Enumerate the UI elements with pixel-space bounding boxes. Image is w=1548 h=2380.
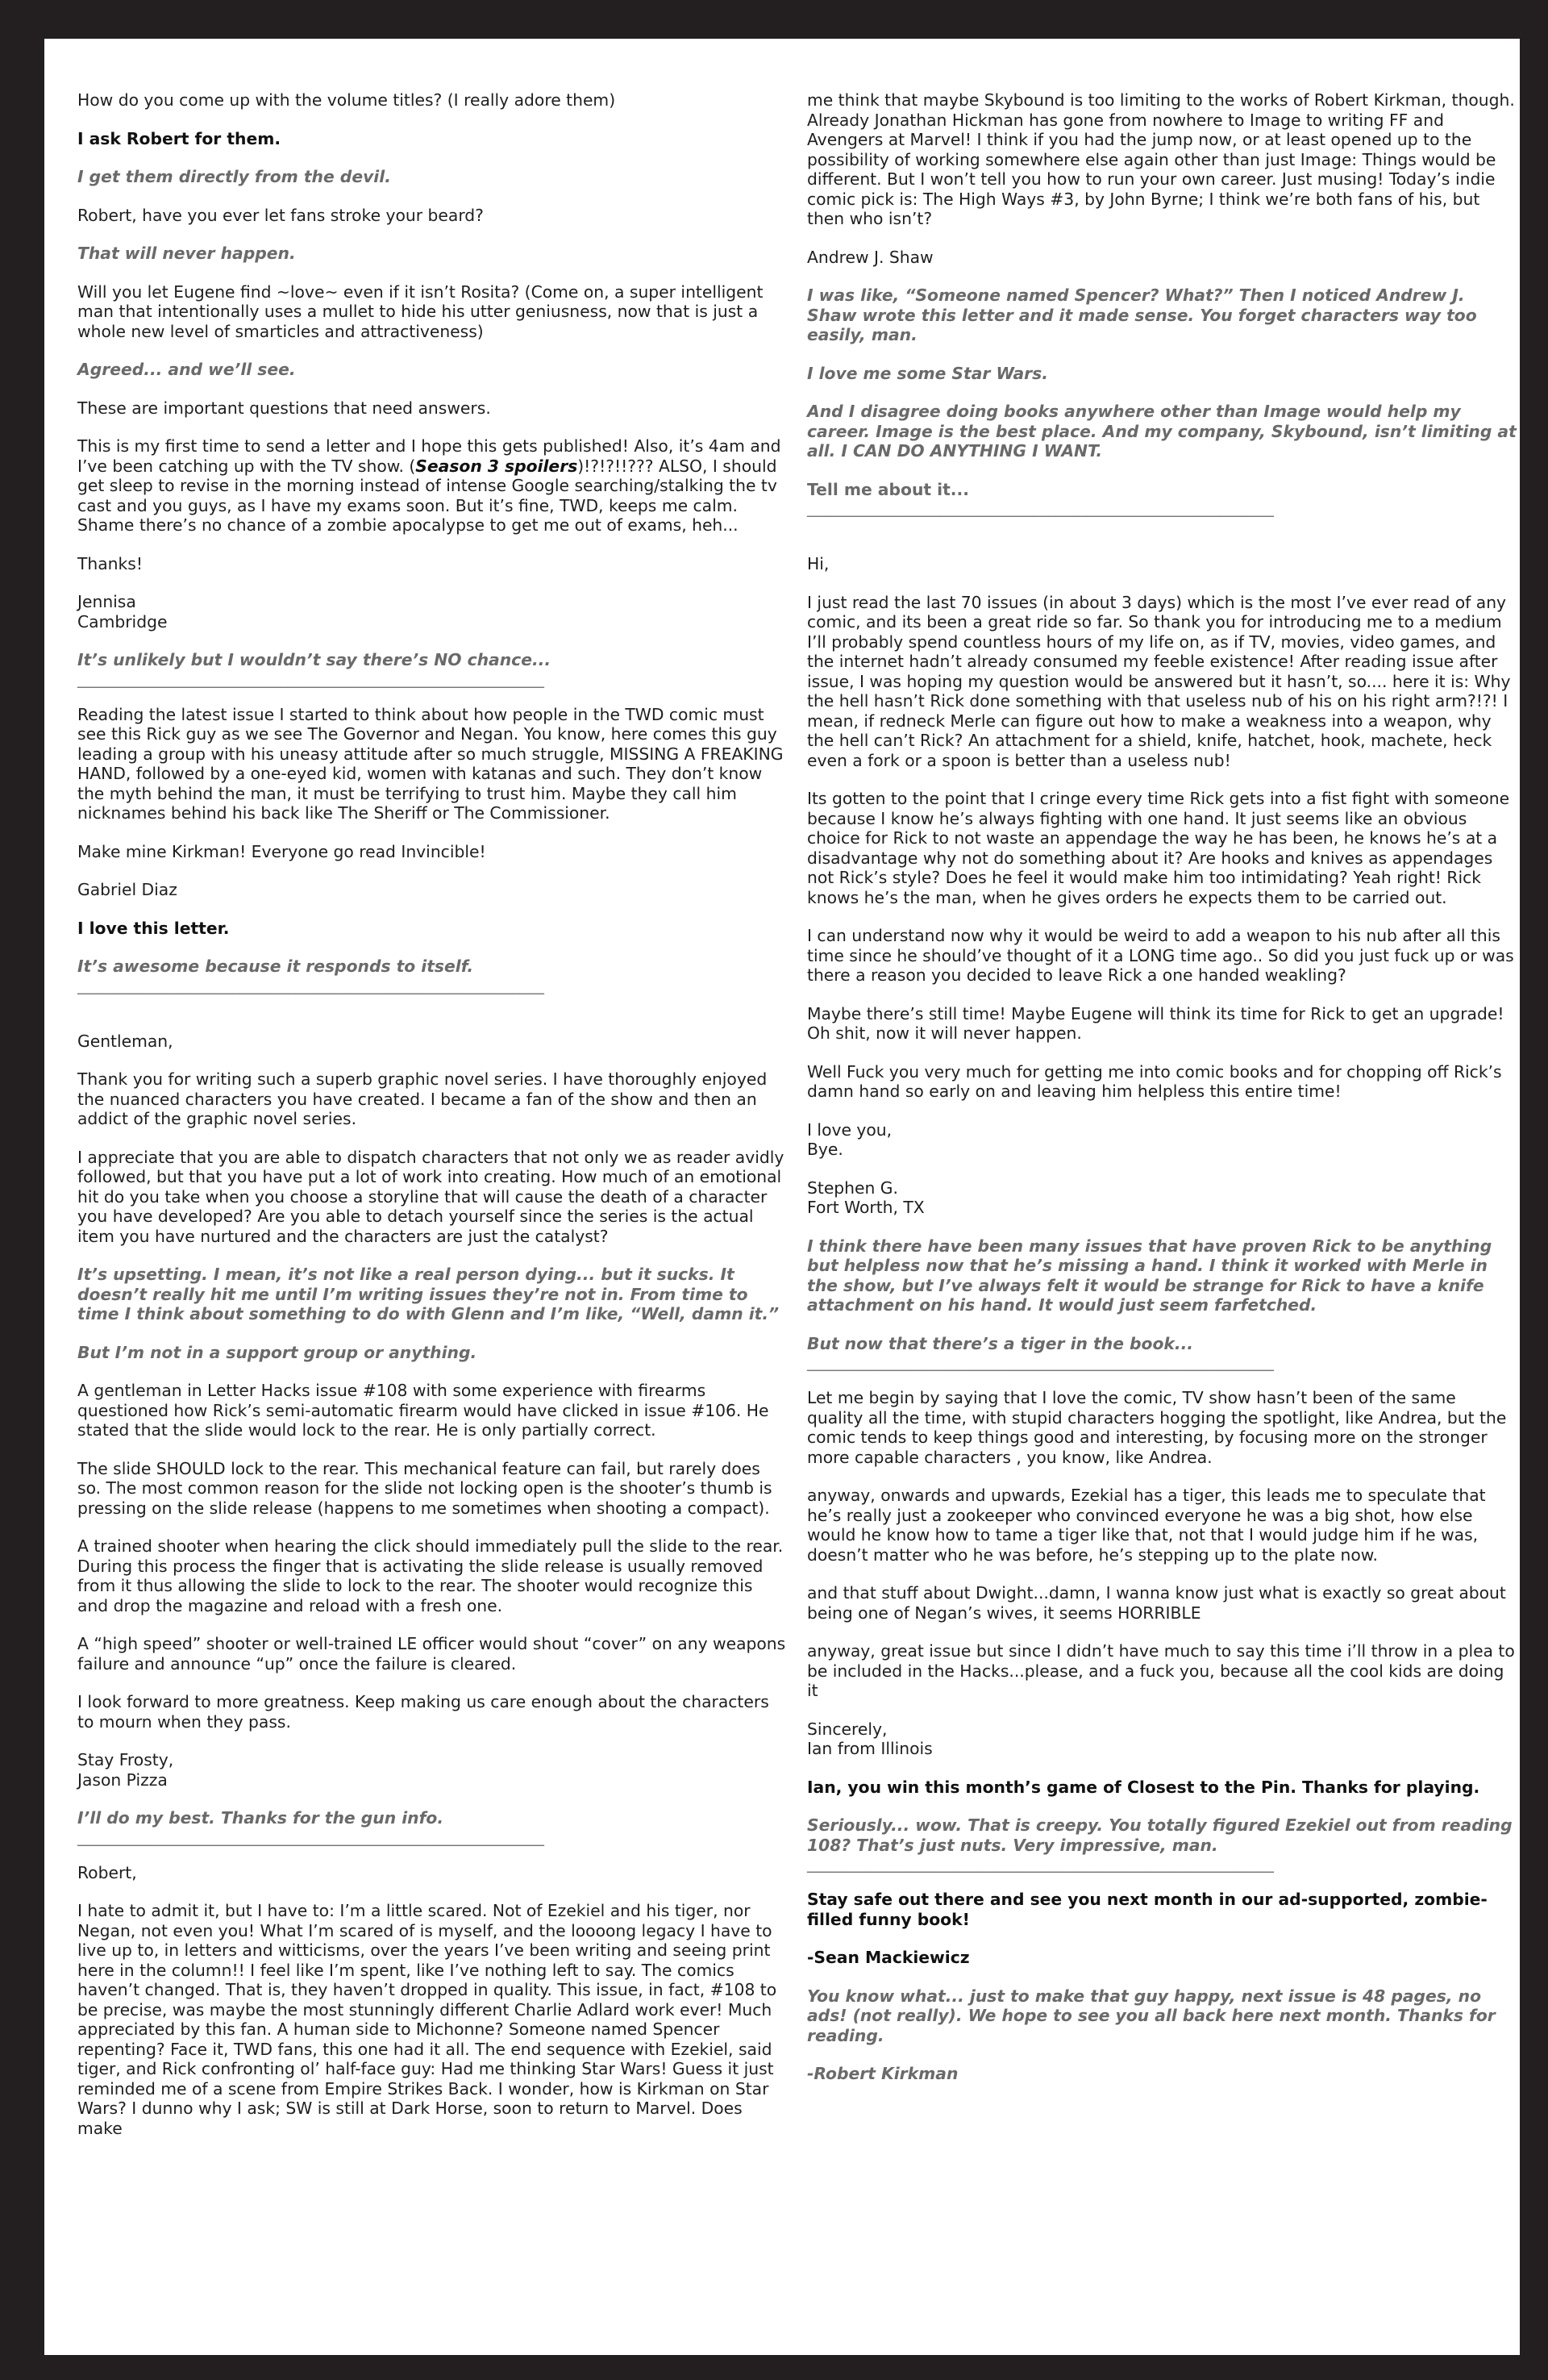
- section-divider: ____________________________________________________________: [77, 1826, 544, 1846]
- letter-paragraph: Reading the latest issue I started to think about how people in the TWD comic must see this Rick guy as we see The Governor and Negan. You know, here comes this guy leading a group with his uneasy attitude after so much struggle, MISSING A FREAKING HAND, followed by a one-eyed kid, women with katanas and such. They don’t know the myth behind the man, it must be terrifying to trust him. Maybe they call him nicknames behind his back like The Sheriff or The Commissioner.: [77, 704, 784, 823]
- letter-paragraph: Maybe there’s still time! Maybe Eugene will think its time for Rick to get an upgrade! Oh shit, now it will never happen.: [807, 1003, 1504, 1043]
- paragraph-text: This is my first time to send a letter and I hope this gets published! Also, it’s 4am and I’ve been catching up with the TV show. (: [77, 436, 781, 476]
- letters-page: [44, 39, 1520, 2355]
- editor-reply: It’s upsetting. I mean, it’s not like a real person dying... but it sucks. It doesn’t really hit me until I’m writing issues they’re not in. From time to time I think about something to do with Glenn and I’m like, “Well, damn it.”: [77, 1265, 780, 1323]
- editor-reply: Agreed... and we’ll see.: [77, 360, 296, 379]
- editor-reply: -Robert Kirkman: [807, 2064, 959, 2083]
- editor-reply: I think there have been many issues that have proven Rick to be anything but helpless now that he’s missing a hand. I think it worked with Merle in the show, but I’ve always felt it would be strange for Rick to have a knife attachment on his hand. It would just seem farfetched.: [807, 1236, 1492, 1315]
- letter-paragraph: Robert, have you ever let fans stroke your beard?: [77, 205, 484, 225]
- letter-paragraph: Andrew J. Shaw: [807, 247, 934, 267]
- letter-paragraph: I hate to admit it, but I have to: I’m a little scared. Not of Ezekiel and his tiger, nor Negan, not even you! What I’m scared of is myself, and the loooong legacy I have to live up to, in letters and witticisms, over the years I’ve been writing and seeing print here in the column!! I feel like I’m spent, like I’ve nothing left to say. The comics haven’t changed. That is, they haven’t dropped in quality. This issue, in fact, #108 to be precise, was maybe the most stunningly different Charlie Adlard work ever! Much appreciated by this fan. A human side to Michonne? Someone named Spencer repenting? Face it, TWD fans, this one had it all. The end sequence with Ezekiel, said tiger, and Rick confronting ol’ half-face guy: Had me thinking Star Wars! Guess it just reminded me of a scene from Empire Strikes Back. I wonder, how is Kirkman on Star Wars? I dunno why I ask; SW is still at Dark Horse, soon to return to Marvel. Does make: [77, 1901, 777, 2138]
- letter-paragraph: I can understand now why it would be weird to add a weapon to his nub after all this time since he should’ve thought of it a LONG time ago.. So did you just fuck up or was there a reason you decided to leave Rick a one handed weakling?: [807, 926, 1514, 985]
- letter-paragraph: Thanks!: [77, 553, 143, 573]
- letter-paragraph: anyway, great issue but since I didn’t have much to say this time i’ll throw in a plea to be included in the Hacks...please, and a fuck you, because all the cool kids are doing it: [807, 1641, 1515, 1700]
- left-column: [77, 90, 787, 2157]
- editor-reply: I’ll do my best. Thanks for the gun info.: [77, 1808, 444, 1828]
- letter-paragraph: Stephen G. Fort Worth, TX: [807, 1177, 925, 1217]
- editor-reply: Seriously... wow. That is creepy. You totally figured Ezekiel out from reading 108? That’s just nuts. Very impressive, man.: [807, 1815, 1513, 1855]
- editor-reply: It’s unlikely but I wouldn’t say there’s NO chance...: [77, 650, 551, 669]
- letter-paragraph: Stay Frosty, Jason Pizza: [77, 1750, 174, 1790]
- letter-paragraph: A trained shooter when hearing the click should immediately pull the slide to the rear. During this process the finger that is activating the slide release is usually removed from it thus allowing the slide to lock to the rear. The shooter would recognize this and drop the magazine and reload with a fresh one.: [77, 1536, 784, 1615]
- letter-paragraph: Its gotten to the point that I cringe every time Rick gets into a fist fight with someone because I know he’s always fighting with one hand. It just seems like an obvious choice for Rick to not waste an appendage the way he has been, he knows he’s at a disadvantage why not do something about it? Are hooks and knives as appendages not Rick’s style? Does he feel it would make him too intimidating? Yeah right! Rick knows he’s the man, when he gives orders he expects them to be carried out.: [807, 789, 1510, 907]
- staff-response: -Sean Mackiewicz: [807, 1948, 970, 1967]
- letter-paragraph: me think that maybe Skybound is too limiting to the works of Robert Kirkman, though. Already Jonathan Hickman has gone from nowhere to Image to writing FF and Avengers at Marvel! I think if you had the jump now, or at least opened up to the possibility of working somewhere else again other than just Image: Things would be different. But I won’t tell you how to run your own career. Just musing! Today’s indie comic pick is: The High Ways #3, by John Byrne; I think we’re both fans of his, but then who isn’t?: [807, 90, 1515, 228]
- letter-paragraph: Let me begin by saying that I love the comic, TV show hasn’t been of the same quality all the time, with stupid characters hogging the spotlight, like Andrea, but the comic tends to keep things good and interesting, by focusing more on the stronger more capable characters , you know, like Andrea.: [807, 1388, 1507, 1467]
- editor-reply: And I disagree doing books anywhere other than Image would help my career. Image is the best place. And my company, Skybound, isn’t limiting at all. I CAN DO ANYTHING I WANT.: [807, 402, 1517, 461]
- letter-paragraph: Gabriel Diaz: [77, 880, 177, 899]
- right-column: [807, 90, 1517, 2103]
- letter-paragraph: I love you, Bye.: [807, 1119, 893, 1159]
- section-divider: ____________________________________________________________: [807, 1352, 1274, 1371]
- letter-paragraph: Will you let Eugene find ~love~ even if it isn’t Rosita? (Come on, a super intelligent man that intentionally uses a mullet to hide his utter geniusness, now that is just a whole new level of smarticles and attractiveness): [77, 281, 764, 341]
- letter-paragraph: A gentleman in Letter Hacks issue #108 with some experience with firearms questioned how Rick’s semi-automatic firearm would have clicked in issue #106. He stated that the slide would lock to the rear. He is only partially correct.: [77, 1381, 769, 1440]
- letter-paragraph: I appreciate that you are able to dispatch characters that not only we as reader avidly followed, but that you have put a lot of work into creating. How much of an emotional hit do you take when you choose a storyline that will cause the death of a character you have developed? Are you able to detach yourself since the series is the actual item you have nurtured and the characters are just the catalyst?: [77, 1147, 784, 1246]
- letter-paragraph: Well Fuck you very much for getting me into comic books and for chopping off Rick’s damn hand so early on and leaving him helpless this entire time!: [807, 1061, 1502, 1101]
- staff-response: I ask Robert for them.: [77, 128, 281, 148]
- letter-paragraph: Hi,: [807, 554, 830, 573]
- letter-paragraph: I just read the last 70 issues (in about 3 days) which is the most I’ve ever read of any comic, and its been a great ride so far. So thank you for introducing me to a medium I’ll probably spend countless hours of my life on, as if TV, movies, video games, and the internet hadn’t already consumed my feeble existence! After reading issue after issue, I was hoping my question would be answered but it hasn’t, so.... here it is: Why the hell hasn’t Rick done something with that useless nub of his on his right arm?!?! I mean, if redneck Merle can figure out how to make a weakness into a weapon, why the hell can’t Rick? An attachment for a shield, knife, hatchet, hook, machete, heck even a fork or a spoon is better than a useless nub!: [807, 592, 1511, 770]
- letter-paragraph: The slide SHOULD lock to the rear. This mechanical feature can fail, but rarely does so. The most common reason for the slide not locking open is the shooter’s thumb is pressing on the slide release (happens to me sometimes when shooting a compact).: [77, 1458, 772, 1518]
- section-divider: ____________________________________________________________: [807, 498, 1274, 517]
- editor-reply: I get them directly from the devil.: [77, 167, 391, 186]
- emphasis-text: Season 3 spoilers: [415, 456, 578, 476]
- letter-paragraph: [77, 436, 787, 536]
- letter-paragraph: Robert,: [77, 1862, 137, 1882]
- letter-paragraph: I look forward to more greatness. Keep making us care enough about the characters to mourn when they pass.: [77, 1692, 769, 1732]
- letter-paragraph: Jennisa Cambridge: [77, 592, 168, 631]
- section-divider: ____________________________________________________________: [807, 1853, 1274, 1873]
- letter-paragraph: anyway, onwards and upwards, Ezekial has a tiger, this leads me to speculate that he’s really just a zookeeper who convinced everyone he was a big shot, how else would he know how to tame a tiger like that, not that I would judge him if he was, doesn’t matter who he was before, he’s stepping up to the plate now.: [807, 1486, 1486, 1565]
- editor-reply: It’s awesome because it responds to itself.: [77, 957, 474, 976]
- editor-reply: That will never happen.: [77, 244, 296, 263]
- letter-paragraph: Gentleman,: [77, 1031, 173, 1051]
- section-divider: ____________________________________________________________: [77, 668, 544, 688]
- letter-paragraph: and that stuff about Dwight...damn, I wanna know just what is exactly so great about being one of Negan’s wives, it seems HORRIBLE: [807, 1583, 1506, 1623]
- letter-paragraph: Thank you for writing such a superb graphic novel series. I have thoroughly enjoyed the nuanced characters you have created. I became a fan of the show and then an addict of the graphic novel series.: [77, 1069, 768, 1128]
- paragraph-text: )!?!?!!??? ALSO, I should get sleep to revise in the morning instead of intense Google searching/stalking the tv cast and you guys, as I have my exams soon. But it’s fine, TWD, keeps me calm. Shame there’s no chance of a zombie apocalypse to get me out of exams, heh...: [77, 456, 777, 535]
- staff-response: Ian, you win this month’s game of Closest to the Pin. Thanks for playing.: [807, 1777, 1480, 1797]
- letter-paragraph: A “high speed” shooter or well-trained LE officer would shout “cover” on any weapons failure and announce “up” once the failure is cleared.: [77, 1634, 786, 1674]
- editor-reply: You know what... just to make that guy happy, next issue is 48 pages, no ads! (not really). We hope to see you all back here next month. Thanks for reading.: [807, 1986, 1496, 2045]
- editor-reply: I love me some Star Wars.: [807, 363, 1048, 383]
- editor-reply: I was like, “Someone named Spencer? What?” Then I noticed Andrew J. Shaw wrote this letter and it made sense. You forget characters way too easily, man.: [807, 286, 1477, 344]
- letter-paragraph: These are important questions that need answers.: [77, 398, 491, 418]
- staff-response: I love this letter.: [77, 918, 230, 938]
- editor-reply: But now that there’s a tiger in the book...: [807, 1333, 1193, 1353]
- letter-paragraph: Make mine Kirkman! Everyone go read Invincible!: [77, 841, 486, 861]
- staff-response: Stay safe out there and see you next month in our ad-supported, zombie-filled funny book!: [807, 1890, 1488, 1929]
- staff-response: Tell me about it...: [807, 479, 969, 499]
- letter-paragraph: How do you come up with the volume titles? (I really adore them): [77, 90, 616, 110]
- section-divider: ____________________________________________________________: [77, 974, 544, 994]
- letter-paragraph: Sincerely, Ian from Illinois: [807, 1719, 933, 1758]
- editor-reply: But I’m not in a support group or anything.: [77, 1342, 477, 1362]
